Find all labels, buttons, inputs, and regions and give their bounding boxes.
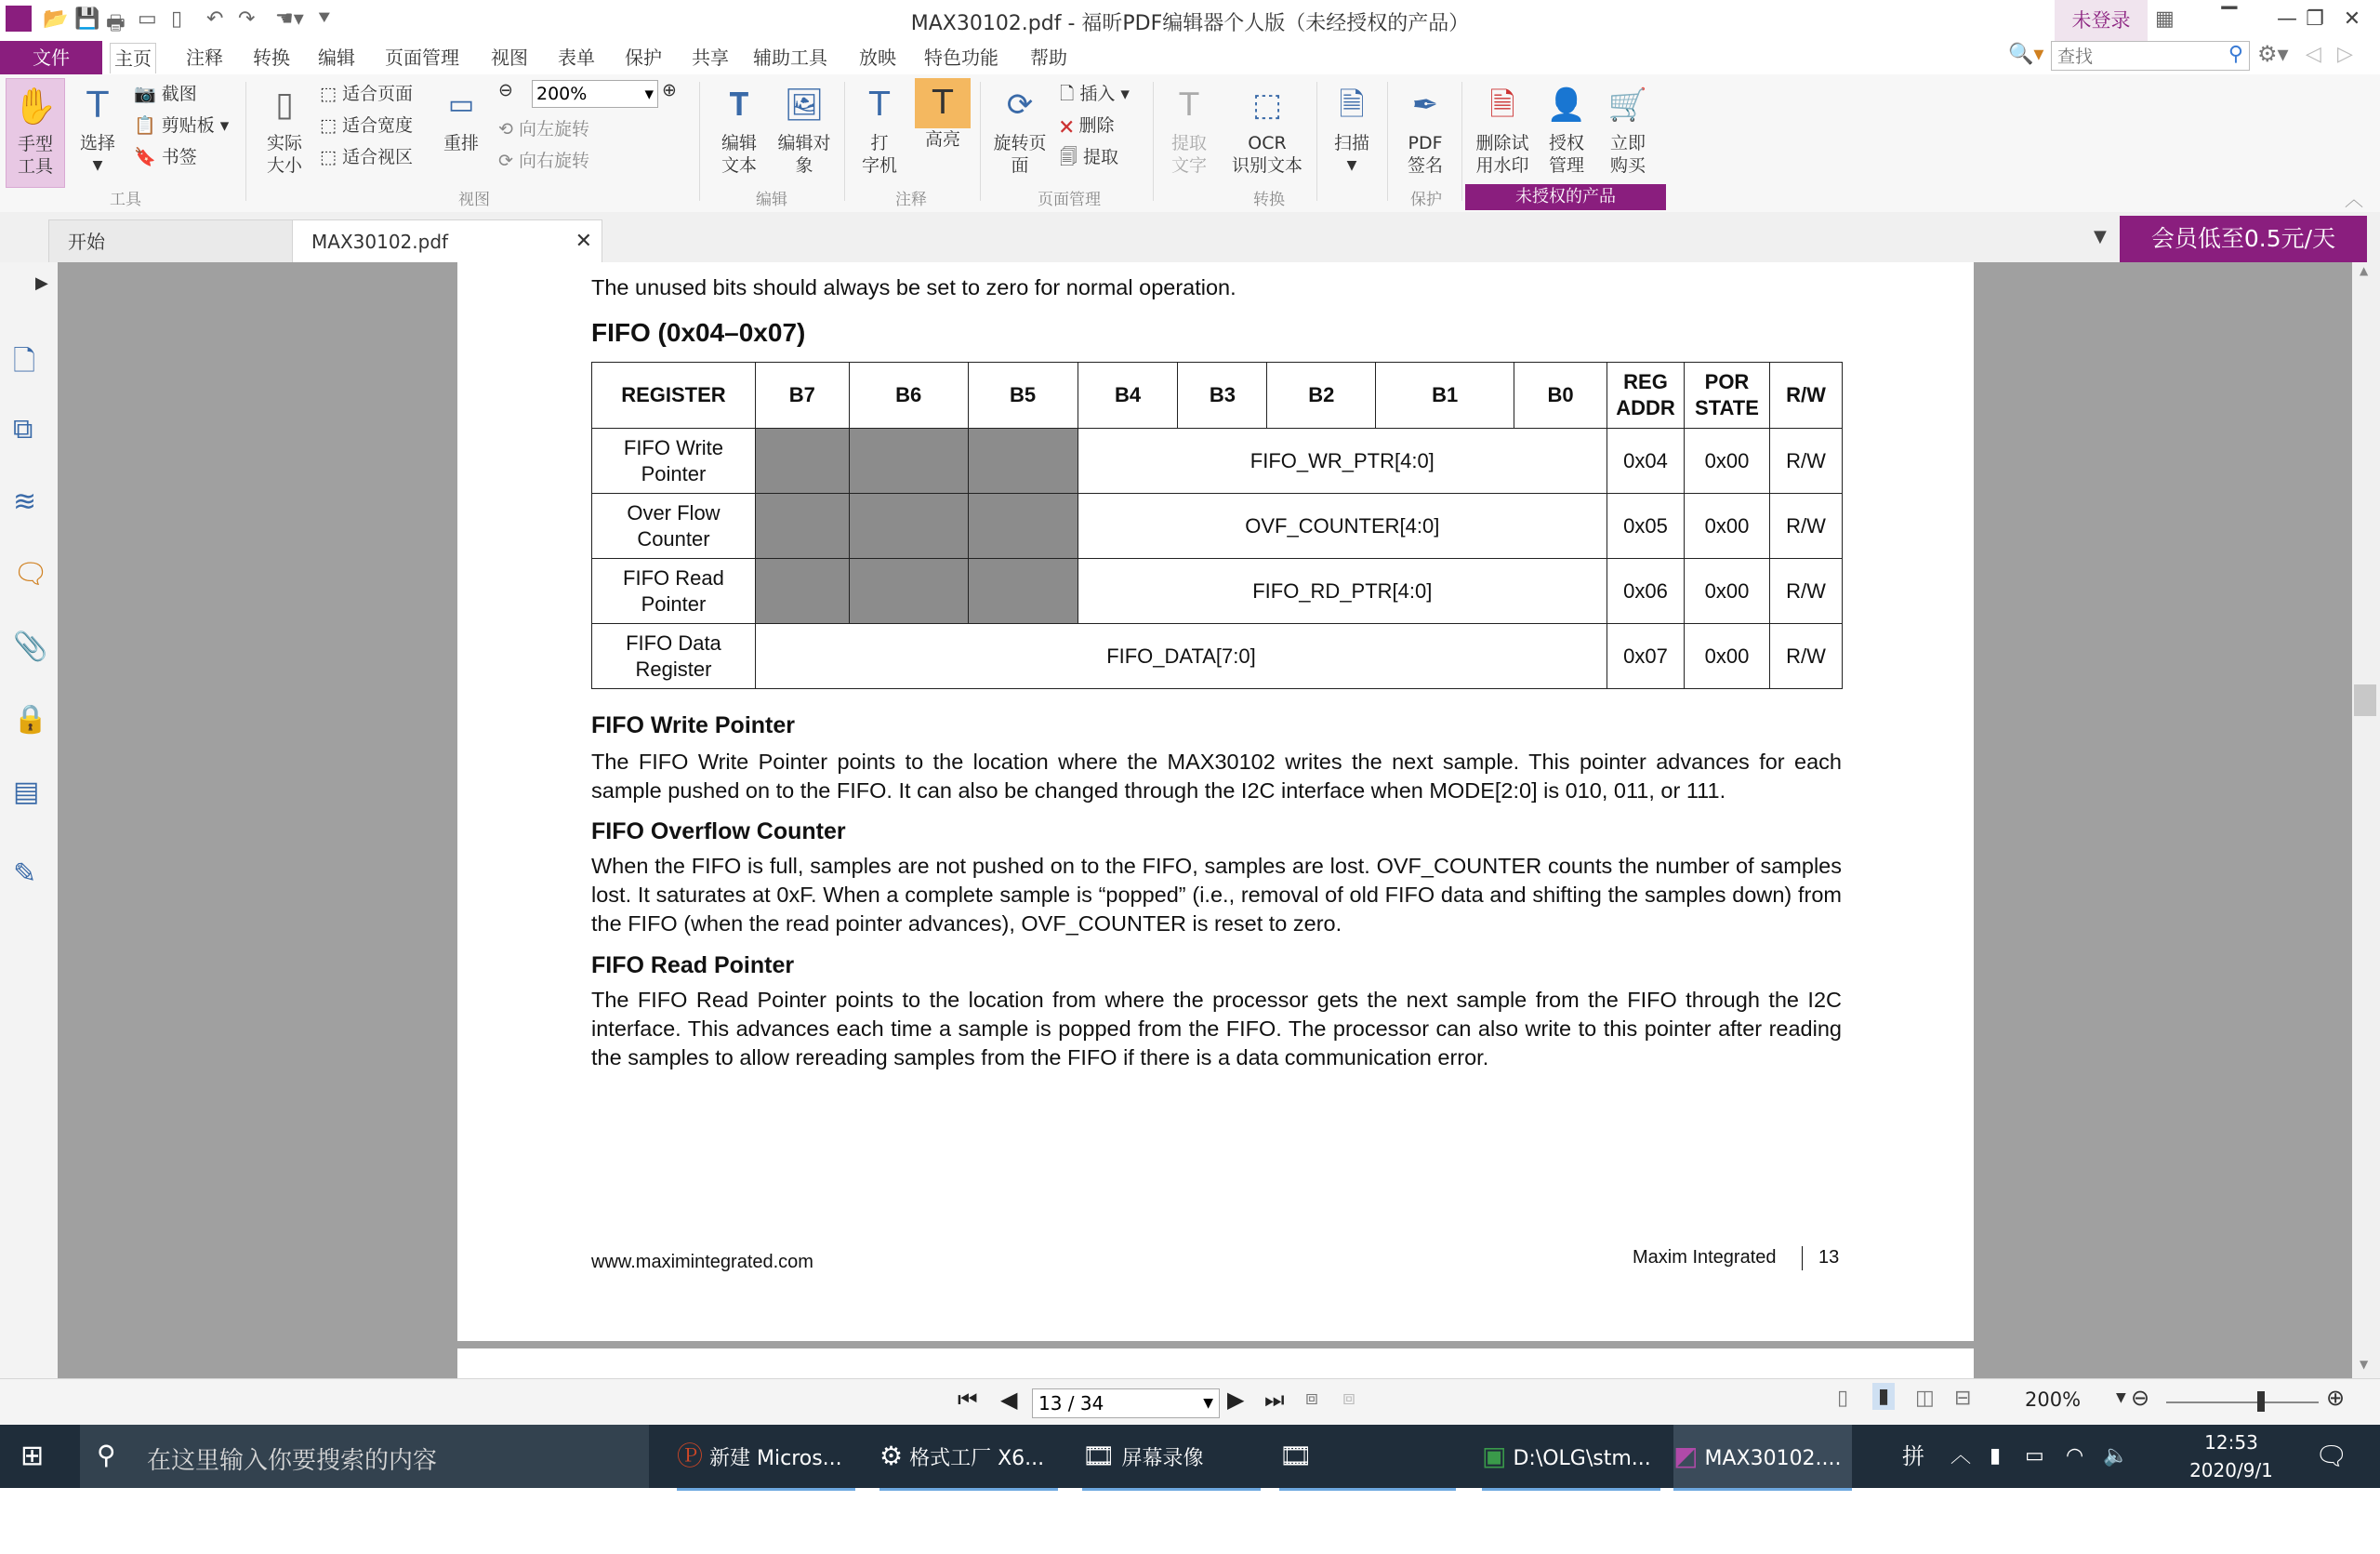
menu-view[interactable]: 视图 — [491, 46, 528, 69]
register-addr: 0x06 — [1607, 559, 1685, 624]
license-icon: 👤 — [1546, 86, 1587, 124]
register-name: FIFO Read Pointer — [592, 559, 756, 624]
fifo-section-title: FIFO (0x04–0x07) — [591, 318, 806, 347]
ribbon-separator — [1153, 82, 1154, 201]
fit-visible-icon: ⬚ — [320, 147, 337, 167]
ribbon-separator — [844, 82, 845, 201]
taskbar-app-label: 新建 Micros... — [709, 1447, 842, 1470]
header-b5: B5 — [968, 363, 1078, 429]
section-heading: FIFO Overflow Counter — [591, 818, 846, 844]
select-text-icon: T — [86, 85, 109, 126]
register-addr: 0x07 — [1607, 624, 1685, 689]
typewriter-icon: T — [869, 86, 890, 124]
tab-start-label: 开始 — [68, 231, 105, 253]
last-page-icon[interactable]: ⏭ — [1264, 1387, 1285, 1413]
taskbar-search-placeholder: 在这里输入你要搜索的内容 — [147, 1447, 438, 1475]
wifi-icon[interactable]: ◠ — [2066, 1444, 2084, 1468]
header-reg-addr: REG ADDR — [1607, 363, 1685, 429]
tools-search-icon[interactable]: 🔍▾ — [2008, 43, 2044, 66]
ocr-button[interactable] — [1225, 78, 1309, 177]
scroll-up-icon[interactable]: ▲ — [2360, 264, 2369, 277]
hand-icon: ✋ — [13, 86, 58, 126]
taskbar-app-explorer[interactable] — [1482, 1425, 1660, 1491]
rotate-left-icon: ⟲ — [498, 119, 513, 139]
unlicensed-product-label: 未授权的产品 — [1465, 184, 1666, 210]
ribbon-separator — [245, 82, 246, 201]
taskbar-app-format-factory[interactable] — [879, 1425, 1058, 1491]
actual-size-icon: ▯ — [275, 86, 294, 124]
ribbon-separator — [699, 82, 700, 201]
table-row — [592, 559, 1843, 624]
footer-page-number: 13 — [1818, 1247, 1840, 1268]
taskbar-app-label: Recording...... — [1279, 1510, 1421, 1534]
zoom-dropdown-icon: ▾ — [644, 84, 654, 104]
next-view-icon[interactable]: ⧈ — [1342, 1387, 1355, 1410]
menu-edit[interactable]: 编辑 — [318, 46, 355, 69]
table-row — [592, 624, 1843, 689]
extract-text-button[interactable] — [1160, 78, 1218, 177]
section-paragraph: The FIFO Read Pointer points to the location from where the processor gets the next sample from the FIFO through the I2C interface. This advances each time a sample is popped from the FIFO. The processor can also write to this pointer after reading the samples to allow rereading samples from the FIFO if there is a data communication error. — [591, 988, 1842, 1069]
register-name: FIFO Write Pointer — [592, 429, 756, 494]
page-indicator-value: 13 / 34 — [1038, 1392, 1104, 1415]
rotate-right-icon: ⟳ — [498, 151, 513, 171]
title-bar — [0, 0, 2380, 42]
screenshot-label: 截图 — [161, 84, 197, 104]
edit-object-label: 编辑对 象 — [777, 133, 831, 176]
fit-width-button[interactable] — [320, 112, 413, 137]
login-button[interactable]: 未登录 — [2055, 0, 2148, 41]
scan-dropdown-icon: ▼ — [1346, 158, 1357, 173]
bookmark-icon: 🔖 — [134, 147, 156, 167]
rotate-page-button[interactable] — [987, 78, 1052, 177]
window-title: MAX30102.pdf - 福昕PDF编辑器个人版（未经授权的产品） — [910, 12, 1470, 35]
edit-object-icon: 🖼 — [784, 86, 825, 124]
register-por: 0x00 — [1685, 624, 1770, 689]
show-hidden-icons[interactable]: ︿ — [1950, 1444, 1972, 1468]
clipboard-button[interactable]: 📋 剪贴板 ▾ — [134, 115, 230, 136]
cart-icon: 🛒 — [1607, 86, 1648, 124]
register-name: FIFO Data Register — [592, 624, 756, 689]
clipboard-icon: 📋 — [134, 115, 156, 136]
settings-gear-icon[interactable]: ⚙▾ — [2257, 41, 2289, 67]
rotate-right-button[interactable] — [498, 147, 589, 172]
license-manage-button[interactable] — [1538, 78, 1595, 177]
scan-label: 扫描 — [1333, 133, 1369, 153]
register-field: FIFO_WR_PTR[4:0] — [1078, 429, 1606, 494]
ime-indicator[interactable]: 拼 — [1902, 1443, 1924, 1469]
group-label-protect: 保护 — [1410, 191, 1442, 209]
register-por: 0x00 — [1685, 559, 1770, 624]
taskbar-app-label: 格式工厂 X6... — [909, 1447, 1045, 1470]
menu-comment[interactable]: 注释 — [186, 46, 223, 69]
edit-object-button[interactable] — [772, 78, 837, 177]
vertical-scrollbar[interactable] — [2352, 262, 2380, 1378]
format-factory-icon: ⚙ — [879, 1441, 904, 1471]
taskbar-search-icon: ⚲ — [97, 1440, 116, 1470]
reserved-bit-cell — [968, 494, 1078, 559]
taskbar-app-label: 屏幕录像 — [1121, 1447, 1204, 1470]
header-register: REGISTER — [592, 363, 756, 429]
windows-start-icon[interactable]: ⊞ — [20, 1440, 45, 1472]
menu-accessibility[interactable]: 辅助工具 — [753, 46, 827, 69]
search-box[interactable] — [2051, 41, 2250, 71]
header-b7: B7 — [755, 363, 849, 429]
menu-home[interactable]: 主页 — [110, 43, 156, 73]
zoom-level-dropdown-icon[interactable]: ▼ — [2116, 1390, 2126, 1405]
section-paragraph: When the FIFO is full, samples are not pushed on to the FIFO, samples are lost. OVF_COUNTER counts the number of samples lost. It saturates at 0xF. When a complete sample is “popped” (i.e., removal of old FIFO data and shifting the samples down) from the FIFO (when the read pointer advances), OVF_COUNTER is reset to zero. — [591, 854, 1842, 936]
header-rw: R/W — [1769, 363, 1842, 429]
fit-width-icon: ⬚ — [320, 115, 337, 136]
footer-divider — [1802, 1246, 1803, 1270]
header-b6: B6 — [849, 363, 968, 429]
reserved-bit-cell — [968, 429, 1078, 494]
continuous-facing-icon[interactable]: ⊟ — [1954, 1387, 1972, 1410]
single-page-icon[interactable]: ▯ — [1837, 1387, 1849, 1410]
menu-page-manage[interactable]: 页面管理 — [385, 46, 459, 69]
menu-protect[interactable]: 保护 — [625, 46, 662, 69]
footer-url: www.maximintegrated.com — [591, 1252, 813, 1272]
highlight-button[interactable] — [915, 78, 971, 151]
layers-icon[interactable]: ≋ — [13, 485, 37, 518]
fit-page-label: 适合页面 — [342, 84, 414, 104]
continuous-page-icon[interactable]: ▮ — [1872, 1383, 1895, 1410]
scroll-thumb[interactable] — [2354, 684, 2376, 716]
ocr-icon: ⬚ — [1251, 86, 1283, 124]
register-rw: R/W — [1769, 429, 1842, 494]
header-b4: B4 — [1078, 363, 1178, 429]
zoom-select-value: 200% — [536, 84, 588, 104]
status-zoom-out-icon[interactable]: ⊖ — [2131, 1385, 2150, 1411]
reserved-bit-cell — [755, 559, 849, 624]
group-label-tools: 工具 — [110, 191, 141, 209]
tab-list-dropdown-icon[interactable]: ▼ — [2094, 227, 2107, 246]
battery-icon[interactable]: ▭ — [2025, 1444, 2044, 1468]
table-row — [592, 429, 1843, 494]
scanner-icon: 🗎 — [1339, 86, 1365, 124]
buy-now-button[interactable] — [1599, 78, 1657, 177]
delete-page-button[interactable] — [1060, 112, 1115, 142]
scroll-down-icon[interactable]: ▼ — [2360, 1358, 2369, 1371]
status-zoom-in-icon[interactable]: ⊕ — [2326, 1385, 2346, 1411]
extract-text-label: 提取 文字 — [1170, 133, 1207, 176]
register-addr: 0x05 — [1607, 494, 1685, 559]
pdf-sign-label: PDF 签名 — [1407, 133, 1443, 176]
zoom-level-text[interactable]: 200% — [2025, 1388, 2082, 1411]
reflow-icon: ▭ — [447, 88, 475, 121]
menu-help[interactable]: 帮助 — [1030, 46, 1067, 69]
new-page-icon[interactable]: ▯ — [171, 7, 183, 31]
insert-page-label: 插入 — [1079, 84, 1116, 104]
file-menu[interactable]: 文件 — [0, 41, 102, 74]
scan-button[interactable] — [1324, 78, 1380, 177]
reserved-bit-cell — [755, 494, 849, 559]
rotate-page-icon: ⟳ — [1006, 86, 1034, 124]
layout-grid-icon[interactable]: ▦ — [2155, 7, 2175, 31]
form-fields-icon[interactable]: ▤ — [13, 776, 40, 808]
pdf-editor-icon: ◩ — [1673, 1441, 1699, 1471]
next-page-icon[interactable]: ▶ — [1227, 1387, 1245, 1413]
group-label-page-mgmt: 页面管理 — [1038, 191, 1101, 209]
first-page-icon[interactable]: ⏮ — [958, 1387, 978, 1413]
reserved-bit-cell — [849, 494, 968, 559]
print-icon[interactable]: 🖶 — [106, 12, 126, 35]
comments-icon[interactable]: 🗨 — [13, 558, 49, 591]
taskbar-clock[interactable] — [2175, 1428, 2287, 1484]
collapse-ribbon-icon[interactable]: ︿ — [2345, 188, 2363, 210]
delete-page-label: 删除 — [1078, 115, 1115, 136]
taskbar-app-label: D:\OLG\stm... — [1513, 1447, 1651, 1470]
fit-visible-label: 适合视区 — [342, 147, 414, 167]
clock-date: 2020/9/1 — [2189, 1459, 2273, 1481]
nav-back-icon[interactable]: ◁ — [2306, 43, 2321, 66]
table-header-row — [592, 363, 1843, 429]
header-por-state: POR STATE — [1685, 363, 1770, 429]
highlight-icon: T — [915, 78, 971, 128]
search-input[interactable] — [2056, 44, 2217, 70]
buy-now-label: 立即 购买 — [1609, 133, 1646, 176]
undo-icon[interactable]: ↶ — [206, 7, 224, 31]
menu-convert[interactable]: 转换 — [253, 46, 290, 69]
open-file-icon[interactable]: 📂 — [43, 7, 69, 31]
reflow-button[interactable] — [433, 78, 489, 154]
register-rw: R/W — [1769, 494, 1842, 559]
screenshot-button[interactable] — [134, 80, 197, 105]
tab-document[interactable] — [292, 219, 602, 263]
keil-icon: ▣ — [1482, 1441, 1507, 1471]
taskbar-app-powerpoint[interactable] — [677, 1425, 855, 1491]
section-paragraph: The FIFO Write Pointer points to the location where the MAX30102 writes the next sample. This pointer advances for each sample pushed on to the FIFO. It can also be changed through the I2C interface when MODE[2:0] is 010, 011, or 111. — [591, 750, 1842, 803]
register-por: 0x00 — [1685, 429, 1770, 494]
header-b3: B3 — [1178, 363, 1267, 429]
select-label: 选择 — [79, 133, 115, 153]
delete-page-icon: 🗙 — [1060, 115, 1074, 136]
restore-button[interactable]: ❐ — [2306, 7, 2324, 31]
register-addr: 0x04 — [1607, 429, 1685, 494]
remove-watermark-button[interactable] — [1469, 78, 1536, 177]
search-tools-icon[interactable]: ✎ — [13, 857, 37, 890]
camera-icon: 📷 — [134, 84, 156, 104]
left-panel — [0, 262, 59, 1378]
redo-icon[interactable]: ↷ — [238, 7, 256, 31]
menu-form[interactable]: 表单 — [558, 46, 595, 69]
highlight-label: 高亮 — [924, 129, 960, 150]
group-label-convert: 转换 — [1253, 191, 1285, 209]
taskbar-app-recording[interactable] — [1279, 1425, 1456, 1534]
close-window-button[interactable]: ✕ — [2343, 7, 2361, 31]
pages-icon[interactable]: 🗋 — [13, 345, 36, 378]
close-tab-icon[interactable]: ✕ — [575, 230, 592, 253]
select-button[interactable] — [71, 78, 125, 177]
zoom-out-icon[interactable]: ⊖ — [498, 80, 513, 100]
taskbar-app-pdf-editor[interactable] — [1673, 1425, 1852, 1491]
notifications-icon[interactable]: 🗨 — [2315, 1441, 2348, 1471]
fit-width-label: 适合宽度 — [342, 115, 414, 136]
register-rw: R/W — [1769, 624, 1842, 689]
ribbon-separator — [1316, 82, 1317, 201]
hand-tool-label: 手型 工具 — [17, 134, 53, 177]
rotate-right-label: 向右旋转 — [518, 151, 589, 171]
fit-page-button[interactable] — [320, 80, 413, 105]
volume-icon[interactable]: 🔈 — [2103, 1444, 2129, 1468]
extract-page-label: 提取 — [1083, 147, 1119, 167]
clock-time: 12:53 — [2204, 1431, 2258, 1454]
page-dropdown-icon: ▼ — [1203, 1396, 1213, 1411]
tab-document-label: MAX30102.pdf — [311, 231, 449, 253]
expand-panel-icon[interactable]: ▶ — [35, 273, 48, 293]
thumbnails-icon[interactable]: ⧉ — [13, 413, 33, 445]
pen-sign-icon: ✒ — [1411, 86, 1439, 124]
status-bar — [0, 1378, 2380, 1426]
promo-banner[interactable]: 会员低至0.5元/天 — [2120, 216, 2367, 262]
taskbar-app-screen-recorder[interactable] — [1082, 1425, 1261, 1491]
rotate-left-button[interactable] — [498, 115, 589, 140]
scan-quick-icon[interactable]: ▭ — [138, 7, 157, 31]
edit-text-icon: 𝐓 — [729, 86, 749, 124]
customize-quick-access-icon[interactable]: ⯆ — [316, 7, 333, 31]
group-label-edit: 编辑 — [756, 191, 787, 209]
ribbon-separator — [1461, 82, 1462, 201]
insert-page-button[interactable]: 🗋 插入 ▾ — [1060, 84, 1130, 104]
edit-text-button[interactable] — [710, 78, 768, 177]
zoom-slider-thumb[interactable] — [2257, 1391, 2265, 1412]
prev-view-icon[interactable]: ⧈ — [1305, 1387, 1318, 1410]
save-icon[interactable]: 💾 — [74, 7, 100, 31]
register-rw: R/W — [1769, 559, 1842, 624]
group-label-annotate: 注释 — [895, 191, 927, 209]
register-name: Over Flow Counter — [592, 494, 756, 559]
bookmark-button[interactable] — [134, 143, 197, 168]
extract-page-button[interactable] — [1060, 143, 1118, 174]
reserved-bit-cell — [968, 559, 1078, 624]
taskbar-app-label: MAX30102.... — [1704, 1447, 1842, 1470]
screen-recorder-icon: 🎞 — [1082, 1441, 1116, 1471]
fit-visible-button[interactable] — [320, 143, 413, 168]
ocr-label: OCR 识别文本 — [1231, 133, 1302, 176]
reflow-label: 重排 — [443, 133, 479, 153]
tab-start[interactable] — [48, 219, 301, 263]
clipboard-label: 剪贴板 — [161, 115, 215, 136]
usb-icon[interactable]: ▮ — [1990, 1444, 2002, 1468]
menu-slideshow[interactable]: 放映 — [859, 46, 896, 69]
edit-text-label: 编辑 文本 — [721, 133, 757, 176]
license-manage-label: 授权 管理 — [1548, 133, 1584, 176]
footer-company: Maxim Integrated — [1633, 1247, 1777, 1268]
taskbar-search-box[interactable] — [80, 1425, 649, 1488]
rotate-left-label: 向左旋转 — [518, 119, 589, 139]
reserved-bit-cell — [755, 429, 849, 494]
header-b0: B0 — [1514, 363, 1607, 429]
section-heading: FIFO Write Pointer — [591, 712, 795, 738]
facing-page-icon[interactable]: ◫ — [1915, 1387, 1935, 1410]
menu-share[interactable]: 共享 — [692, 46, 729, 69]
page-number-input[interactable] — [1032, 1388, 1220, 1418]
section-heading: FIFO Read Pointer — [591, 952, 795, 978]
bookmark-label: 书签 — [161, 147, 197, 167]
extract-page-icon: 🗐 — [1060, 147, 1078, 167]
ribbon-separator — [980, 82, 981, 201]
header-b2: B2 — [1267, 363, 1376, 429]
actual-size-label: 实际 大小 — [266, 133, 302, 176]
unused-bits-note: The unused bits should always be set to zero for normal operation. — [591, 275, 1236, 299]
ribbon-separator — [1387, 82, 1388, 201]
register-por: 0x00 — [1685, 494, 1770, 559]
zoom-in-icon[interactable]: ⊕ — [662, 80, 677, 100]
typewriter-button[interactable] — [852, 78, 907, 177]
zoom-slider-track[interactable] — [2166, 1401, 2319, 1403]
typewriter-label: 打 字机 — [861, 133, 897, 176]
powerpoint-icon: Ⓟ — [677, 1441, 704, 1471]
fifo-register-table — [591, 362, 1843, 689]
select-dropdown-icon: ▼ — [92, 158, 103, 173]
attachments-icon[interactable]: 📎 — [13, 631, 48, 663]
nav-forward-icon[interactable]: ▷ — [2337, 43, 2353, 66]
minimize-button[interactable]: — — [2277, 7, 2297, 31]
reserved-bit-cell — [849, 559, 968, 624]
zoom-select[interactable] — [532, 80, 658, 108]
register-field: FIFO_DATA[7:0] — [755, 624, 1606, 689]
recording-icon: 🎞 — [1279, 1441, 1313, 1471]
prev-page-icon[interactable]: ◀ — [1000, 1387, 1018, 1413]
hand-tool-button[interactable] — [6, 78, 65, 188]
menu-features[interactable]: 特色功能 — [924, 46, 998, 69]
rotate-page-label: 旋转页 面 — [993, 133, 1047, 176]
pdf-sign-button[interactable] — [1395, 78, 1456, 177]
insert-page-icon: 🗋 — [1060, 84, 1075, 104]
fit-page-icon: ⬚ — [320, 84, 337, 104]
table-row — [592, 494, 1843, 559]
security-lock-icon[interactable]: 🔒 — [13, 703, 48, 736]
register-field: OVF_COUNTER[4:0] — [1078, 494, 1606, 559]
header-b1: B1 — [1376, 363, 1514, 429]
remove-watermark-label: 删除试 用水印 — [1475, 133, 1529, 176]
search-icon[interactable]: ⚲ — [2228, 43, 2243, 66]
extract-text-icon: T — [1179, 86, 1199, 124]
actual-size-button[interactable] — [257, 78, 312, 177]
ribbon-toggle-icon[interactable]: ▔ — [2221, 7, 2238, 31]
reserved-bit-cell — [849, 429, 968, 494]
register-field: FIFO_RD_PTR[4:0] — [1078, 559, 1606, 624]
group-label-view: 视图 — [458, 191, 490, 209]
remove-watermark-icon: 🗎 — [1489, 86, 1515, 124]
hand-quick-icon[interactable]: ☚▾ — [275, 7, 304, 31]
